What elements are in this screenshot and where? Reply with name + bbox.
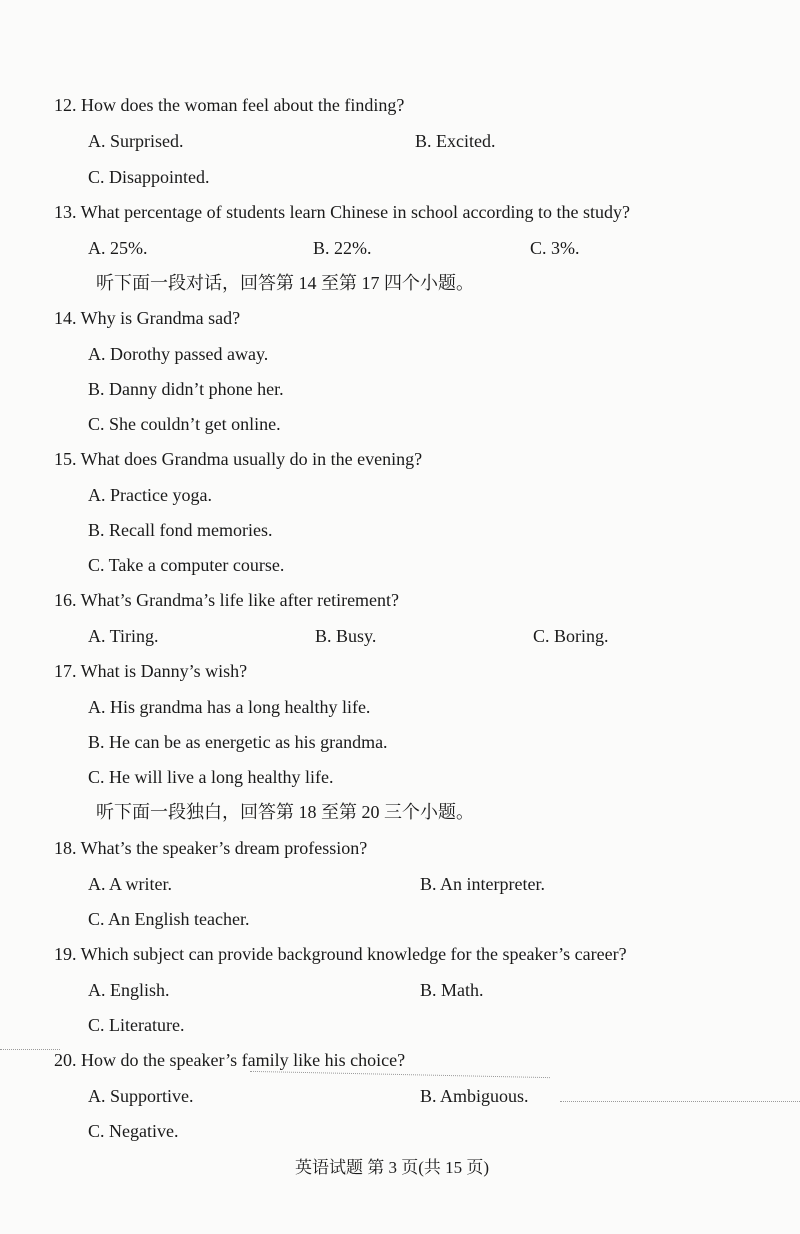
question-stem: 17. What is Danny’s wish?: [54, 661, 248, 681]
option: C. Negative.: [88, 1121, 179, 1141]
option: A. Tiring.: [88, 626, 159, 646]
option: B. Recall fond memories.: [88, 520, 273, 540]
option: C. An English teacher.: [88, 909, 250, 929]
option: A. Practice yoga.: [88, 485, 212, 505]
option: C. 3%.: [530, 238, 580, 258]
option: B. Math.: [420, 980, 484, 1000]
option: B. Busy.: [315, 626, 377, 646]
section-instruction: 听下面一段对话，回答第 14 至第 17 四个小题。: [96, 273, 474, 293]
divider: [250, 1071, 550, 1078]
question-stem: 13. What percentage of students learn Chinese in school according to the study?: [54, 202, 630, 222]
option: A. A writer.: [88, 874, 172, 894]
option: B. Danny didn’t phone her.: [88, 379, 284, 399]
page-footer: 英语试题 第 3 页(共 15 页): [295, 1158, 490, 1177]
question-stem: 20. How do the speaker’s family like his choice?: [54, 1050, 406, 1070]
option: C. Disappointed.: [88, 167, 210, 187]
option: C. Take a computer course.: [88, 555, 285, 575]
option: A. Surprised.: [88, 131, 184, 151]
option: A. His grandma has a long healthy life.: [88, 697, 371, 717]
option: A. Dorothy passed away.: [88, 344, 269, 364]
option: B. An interpreter.: [420, 874, 545, 894]
option: C. He will live a long healthy life.: [88, 767, 334, 787]
divider: [0, 1049, 60, 1050]
option: B. He can be as energetic as his grandma.: [88, 732, 388, 752]
section-instruction: 听下面一段独白，回答第 18 至第 20 三个小题。: [96, 802, 474, 822]
option: B. 22%.: [313, 238, 372, 258]
option: A. 25%.: [88, 238, 148, 258]
option: B. Ambiguous.: [420, 1086, 529, 1106]
divider: [560, 1101, 800, 1102]
option: A. Supportive.: [88, 1086, 194, 1106]
option: A. English.: [88, 980, 170, 1000]
option: B. Excited.: [415, 131, 496, 151]
question-stem: 19. Which subject can provide background knowledge for the speaker’s career?: [54, 944, 627, 964]
question-stem: 14. Why is Grandma sad?: [54, 308, 241, 328]
question-stem: 16. What’s Grandma’s life like after retirement?: [54, 590, 400, 610]
option: C. She couldn’t get online.: [88, 414, 281, 434]
option: C. Literature.: [88, 1015, 185, 1035]
option: C. Boring.: [533, 626, 609, 646]
question-stem: 15. What does Grandma usually do in the evening?: [54, 449, 423, 469]
question-stem: 12. How does the woman feel about the finding?: [54, 95, 405, 115]
question-stem: 18. What’s the speaker’s dream profession?: [54, 838, 368, 858]
